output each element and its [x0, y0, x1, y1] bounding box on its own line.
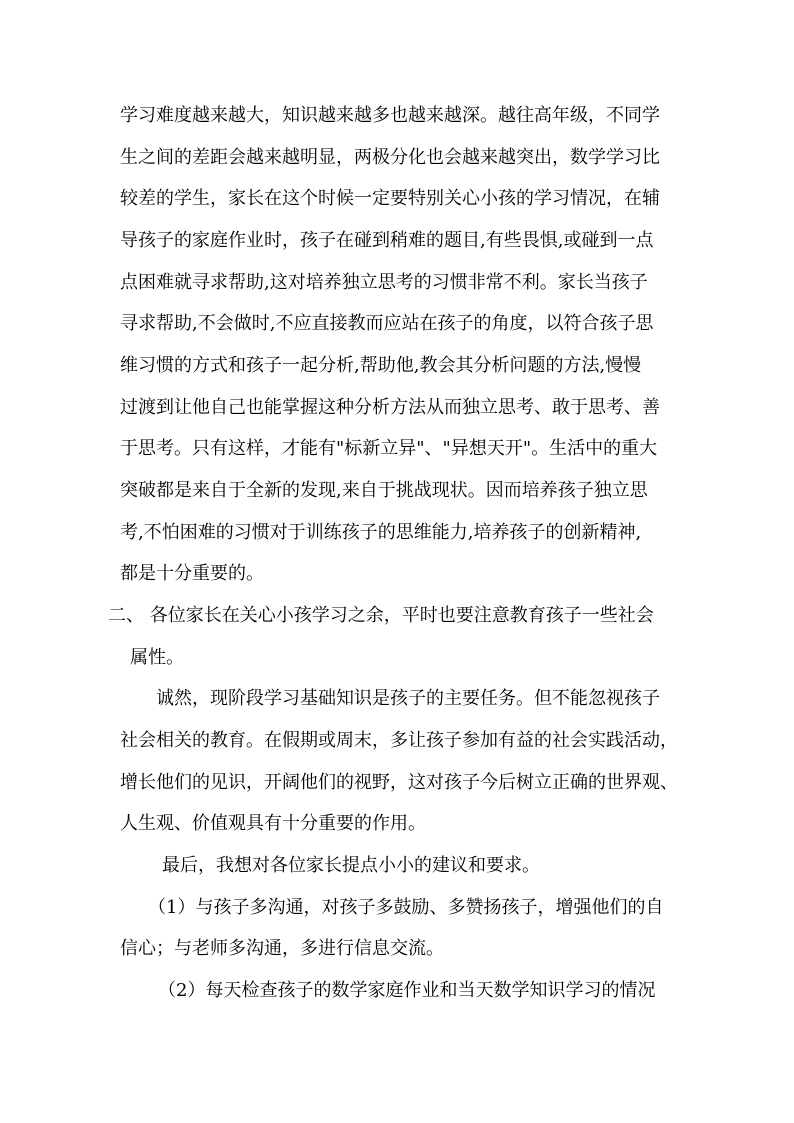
paragraph-first-line: 诚然，现阶段学习基础知识是孩子的主要任务。但不能忽视孩子 [156, 688, 660, 709]
list-item-2: （2）每天检查孩子的数学家庭作业和当天数学知识学习的情况 [158, 980, 656, 1001]
text-line: 增长他们的见识，开阔他们的视野，这对孩子今后树立正确的世界观、 [120, 772, 678, 793]
text-line: 信心；与老师多沟通，多进行信息交流。 [120, 938, 444, 959]
text-line: 考,不怕困难的习惯对于训练孩子的思维能力,培养孩子的创新精神, [120, 522, 642, 543]
text-line: 突破都是来自于全新的发现,来自于挑战现状。因而培养孩子独立思 [120, 480, 648, 501]
text-line: 于思考。只有这样，才能有"标新立异"、"异想天开"。生活中的重大 [120, 438, 658, 459]
text-line: 导孩子的家庭作业时，孩子在碰到稍难的题目,有些畏惧,或碰到一点 [120, 230, 654, 251]
text-line: 过渡到让他自己也能掌握这种分析方法从而独立思考、敢于思考、善 [120, 397, 660, 418]
text-line: 人生观、价值观具有十分重要的作用。 [120, 813, 426, 834]
section-heading: 二、 各位家长在关心小孩学习之余，平时也要注意教育孩子一些社会 [108, 605, 654, 626]
text-line: 较差的学生，家长在这个时候一定要特别关心小孩的学习情况，在辅 [120, 188, 660, 209]
list-item-1: （1）与孩子多沟通，对孩子多鼓励、多赞扬孩子，增强他们的自 [148, 897, 664, 918]
text-line: 学习难度越来越大，知识越来越多也越来越深。越往高年级，不同学 [120, 105, 660, 126]
text-line: 生之间的差距会越来越明显，两极分化也会越来越突出，数学学习比 [120, 147, 660, 168]
text-line: 都是十分重要的。 [120, 563, 264, 584]
text-line: 社会相关的教育。在假期或周末，多让孩子参加有益的社会实践活动， [120, 730, 678, 751]
text-line: 维习惯的方式和孩子一起分析,帮助他,教会其分析问题的方法,慢慢 [120, 355, 642, 376]
text-line: 寻求帮助,不会做时,不应直接教而应站在孩子的角度，以符合孩子思 [120, 313, 654, 334]
section-heading-continuation: 属性。 [130, 647, 184, 668]
paragraph-first-line: 最后，我想对各位家长提点小小的建议和要求。 [162, 855, 540, 876]
text-line: 点困难就寻求帮助,这对培养独立思考的习惯非常不利。家长当孩子 [120, 272, 648, 293]
